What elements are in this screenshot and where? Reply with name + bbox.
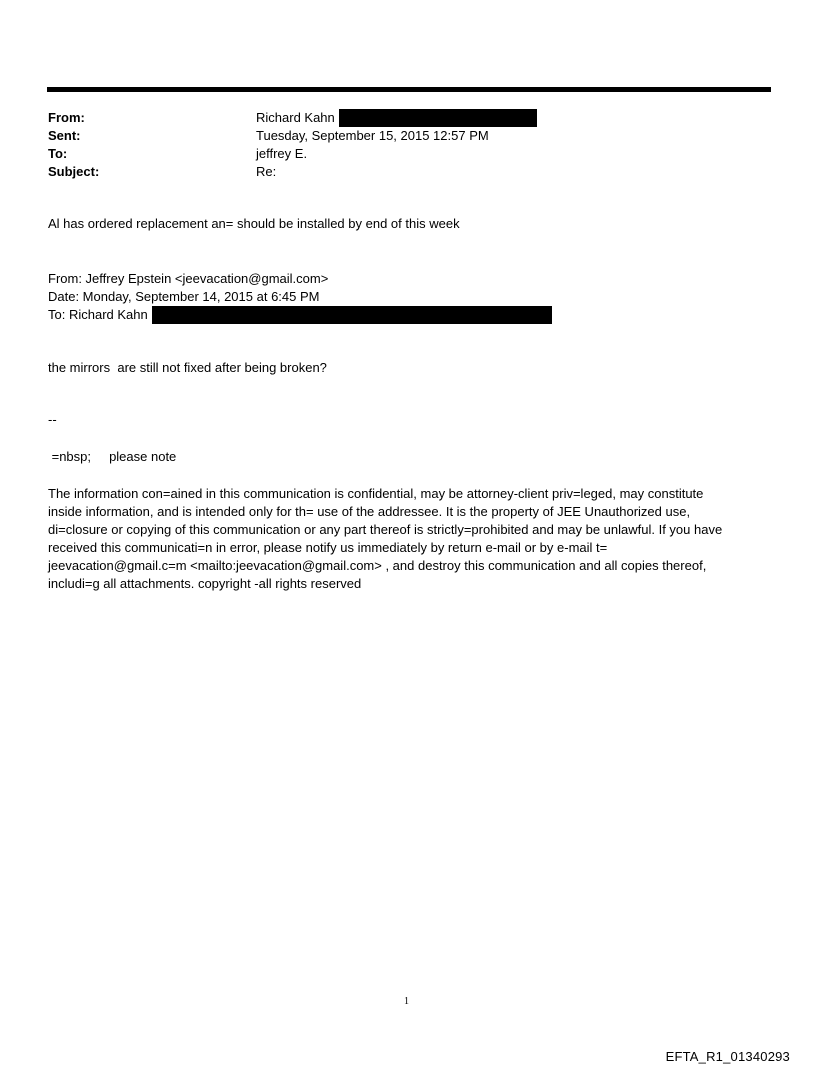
quoted-message: the mirrors are still not fixed after being broken? bbox=[48, 360, 327, 375]
disclaimer-line: jeevacation@gmail.c=m <mailto:jeevacation@gmail.com> , and destroy this communication and all copies thereof, bbox=[48, 558, 707, 573]
email-header bbox=[48, 109, 748, 181]
redaction-box bbox=[339, 109, 537, 127]
to-row bbox=[48, 145, 748, 163]
bates-number: EFTA_R1_01340293 bbox=[665, 1049, 790, 1064]
subject-row bbox=[48, 163, 748, 181]
disclaimer-line: The information con=ained in this communication is confidential, may be attorney-client priv=leged, may constitute bbox=[48, 486, 704, 501]
from-value-group bbox=[256, 109, 537, 127]
quoted-header bbox=[48, 270, 552, 324]
from-row bbox=[48, 109, 748, 127]
subject-value: Re: bbox=[256, 164, 277, 179]
quoted-date-line: Date: Monday, September 14, 2015 at 6:45 PM bbox=[48, 289, 320, 304]
disclaimer-line: di=closure or copying of this communication or any part thereof is strictly=prohibited and may be unlawful. If you have bbox=[48, 522, 723, 537]
quoted-from-line: From: Jeffrey Epstein <jeevacation@gmail.com> bbox=[48, 271, 329, 286]
sent-value: Tuesday, September 15, 2015 12:57 PM bbox=[256, 128, 489, 143]
header-rule bbox=[47, 87, 771, 92]
to-value: jeffrey E. bbox=[256, 146, 308, 161]
quoted-to-line: To: Richard Kahn bbox=[48, 307, 148, 322]
confidentiality-disclaimer bbox=[48, 485, 763, 593]
disclaimer-line: includi=g all attachments. copyright -all rights reserved bbox=[48, 576, 362, 591]
from-label: From: bbox=[48, 110, 85, 125]
quoted-to-row bbox=[48, 306, 552, 324]
signature-separator: -- bbox=[48, 412, 57, 427]
disclaimer-line: received this communicati=n in error, please notify us immediately by return e-mail or by e-mail t= bbox=[48, 540, 608, 555]
please-note-line: =nbsp; please note bbox=[48, 449, 177, 464]
to-label: To: bbox=[48, 146, 68, 161]
from-value: Richard Kahn bbox=[256, 110, 335, 125]
disclaimer-line: inside information, and is intended only for th= use of the addressee. It is the property of JEE Unauthorized use, bbox=[48, 504, 691, 519]
subject-label: Subject: bbox=[48, 164, 100, 179]
sent-label: Sent: bbox=[48, 128, 81, 143]
sent-row bbox=[48, 127, 748, 145]
page-number: 1 bbox=[404, 996, 409, 1007]
redaction-box bbox=[152, 306, 552, 324]
reply-text: Al has ordered replacement an= should be installed by end of this week bbox=[48, 216, 460, 231]
